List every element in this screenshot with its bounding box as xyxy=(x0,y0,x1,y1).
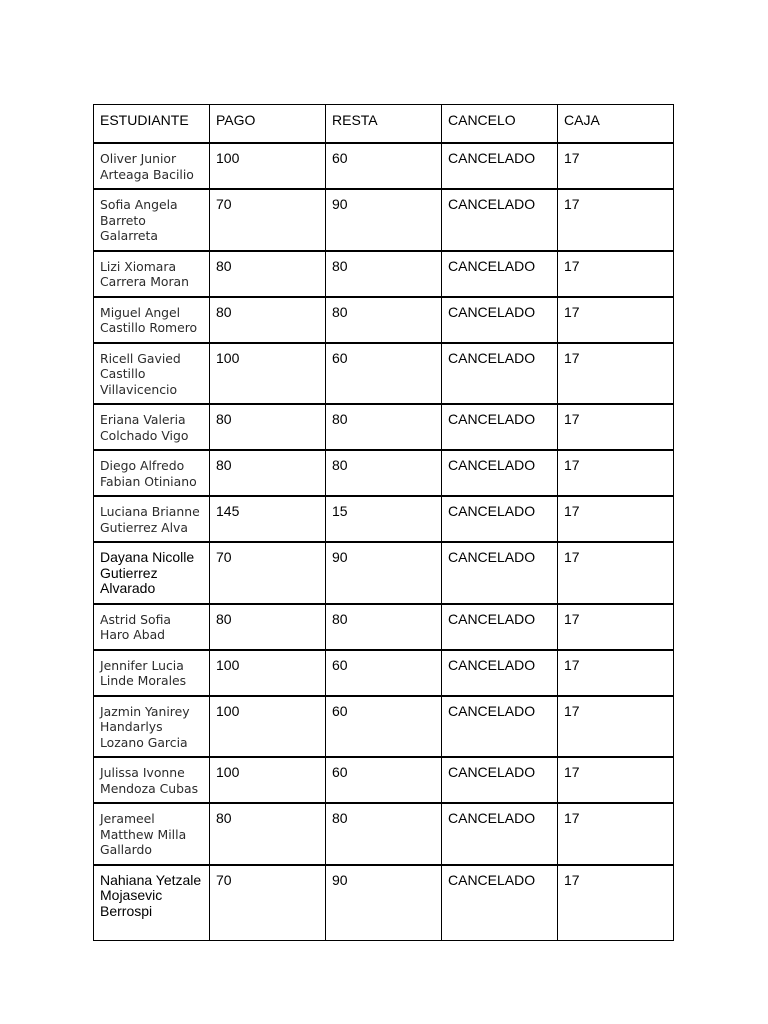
cell-caja: 17 xyxy=(558,803,674,865)
cell-estudiante: Jazmin Yanirey Handarlys Lozano Garcia xyxy=(94,696,210,758)
table-row xyxy=(94,143,674,189)
cell-resta: 90 xyxy=(326,542,442,604)
cell-resta: 90 xyxy=(326,865,442,941)
cell-estudiante: Luciana Brianne Gutierrez Alva xyxy=(94,496,210,542)
cell-pago: 80 xyxy=(210,297,326,343)
cell-resta: 60 xyxy=(326,343,442,405)
cell-resta: 80 xyxy=(326,251,442,297)
cell-cancelo: CANCELADO xyxy=(442,542,558,604)
cell-resta: 60 xyxy=(326,696,442,758)
table-row xyxy=(94,604,674,650)
cell-estudiante: Miguel Angel Castillo Romero xyxy=(94,297,210,343)
cell-cancelo: CANCELADO xyxy=(442,297,558,343)
cell-resta: 80 xyxy=(326,404,442,450)
cell-pago: 100 xyxy=(210,757,326,803)
cell-pago: 145 xyxy=(210,496,326,542)
cell-cancelo: CANCELADO xyxy=(442,189,558,251)
table-row xyxy=(94,450,674,496)
cell-resta: 60 xyxy=(326,757,442,803)
header-resta: RESTA xyxy=(326,105,442,144)
cell-cancelo: CANCELADO xyxy=(442,496,558,542)
cell-cancelo: CANCELADO xyxy=(442,251,558,297)
cell-caja: 17 xyxy=(558,696,674,758)
cell-cancelo: CANCELADO xyxy=(442,865,558,941)
header-cancelo: CANCELO xyxy=(442,105,558,144)
cell-resta: 80 xyxy=(326,604,442,650)
cell-resta: 60 xyxy=(326,143,442,189)
cell-cancelo: CANCELADO xyxy=(442,143,558,189)
table-row xyxy=(94,757,674,803)
table-row xyxy=(94,696,674,758)
table-row xyxy=(94,297,674,343)
header-caja: CAJA xyxy=(558,105,674,144)
cell-estudiante: Diego Alfredo Fabian Otiniano xyxy=(94,450,210,496)
cell-estudiante: Sofia Angela Barreto Galarreta xyxy=(94,189,210,251)
payments-table xyxy=(93,104,674,941)
cell-estudiante: Astrid Sofia Haro Abad xyxy=(94,604,210,650)
table-row xyxy=(94,343,674,405)
cell-resta: 80 xyxy=(326,450,442,496)
table-row xyxy=(94,650,674,696)
table-row xyxy=(94,865,674,941)
cell-resta: 90 xyxy=(326,189,442,251)
cell-caja: 17 xyxy=(558,297,674,343)
cell-pago: 100 xyxy=(210,143,326,189)
table-row xyxy=(94,251,674,297)
cell-pago: 80 xyxy=(210,803,326,865)
table-row xyxy=(94,542,674,604)
table-header xyxy=(94,105,674,144)
cell-caja: 17 xyxy=(558,189,674,251)
header-row xyxy=(94,105,674,144)
cell-caja: 17 xyxy=(558,143,674,189)
cell-cancelo: CANCELADO xyxy=(442,604,558,650)
cell-resta: 80 xyxy=(326,297,442,343)
cell-pago: 100 xyxy=(210,696,326,758)
cell-cancelo: CANCELADO xyxy=(442,696,558,758)
cell-pago: 70 xyxy=(210,542,326,604)
cell-pago: 100 xyxy=(210,343,326,405)
cell-estudiante: Julissa Ivonne Mendoza Cubas xyxy=(94,757,210,803)
cell-resta: 60 xyxy=(326,650,442,696)
table-row xyxy=(94,803,674,865)
cell-pago: 100 xyxy=(210,650,326,696)
cell-estudiante: Jennifer Lucia Linde Morales xyxy=(94,650,210,696)
cell-pago: 80 xyxy=(210,604,326,650)
table-row xyxy=(94,496,674,542)
cell-caja: 17 xyxy=(558,404,674,450)
cell-caja: 17 xyxy=(558,757,674,803)
cell-estudiante: Oliver Junior Arteaga Bacilio xyxy=(94,143,210,189)
cell-resta: 80 xyxy=(326,803,442,865)
cell-caja: 17 xyxy=(558,251,674,297)
cell-estudiante: Dayana Nicolle Gutierrez Alvarado xyxy=(94,542,210,604)
cell-cancelo: CANCELADO xyxy=(442,450,558,496)
cell-caja: 17 xyxy=(558,650,674,696)
cell-caja: 17 xyxy=(558,604,674,650)
table-row xyxy=(94,404,674,450)
cell-cancelo: CANCELADO xyxy=(442,757,558,803)
cell-caja: 17 xyxy=(558,450,674,496)
cell-pago: 80 xyxy=(210,251,326,297)
cell-estudiante: Nahiana Yetzale Mojasevic Berrospi xyxy=(94,865,210,941)
cell-resta: 15 xyxy=(326,496,442,542)
table-body xyxy=(94,143,674,940)
table-row xyxy=(94,189,674,251)
cell-caja: 17 xyxy=(558,496,674,542)
cell-cancelo: CANCELADO xyxy=(442,650,558,696)
header-estudiante: ESTUDIANTE xyxy=(94,105,210,144)
cell-estudiante: Jerameel Matthew Milla Gallardo xyxy=(94,803,210,865)
header-pago: PAGO xyxy=(210,105,326,144)
cell-caja: 17 xyxy=(558,865,674,941)
cell-pago: 80 xyxy=(210,450,326,496)
cell-estudiante: Lizi Xiomara Carrera Moran xyxy=(94,251,210,297)
cell-pago: 80 xyxy=(210,404,326,450)
cell-pago: 70 xyxy=(210,865,326,941)
cell-caja: 17 xyxy=(558,343,674,405)
cell-caja: 17 xyxy=(558,542,674,604)
cell-cancelo: CANCELADO xyxy=(442,404,558,450)
cell-pago: 70 xyxy=(210,189,326,251)
cell-estudiante: Eriana Valeria Colchado Vigo xyxy=(94,404,210,450)
cell-cancelo: CANCELADO xyxy=(442,343,558,405)
cell-cancelo: CANCELADO xyxy=(442,803,558,865)
cell-estudiante: Ricell Gavied Castillo Villavicencio xyxy=(94,343,210,405)
